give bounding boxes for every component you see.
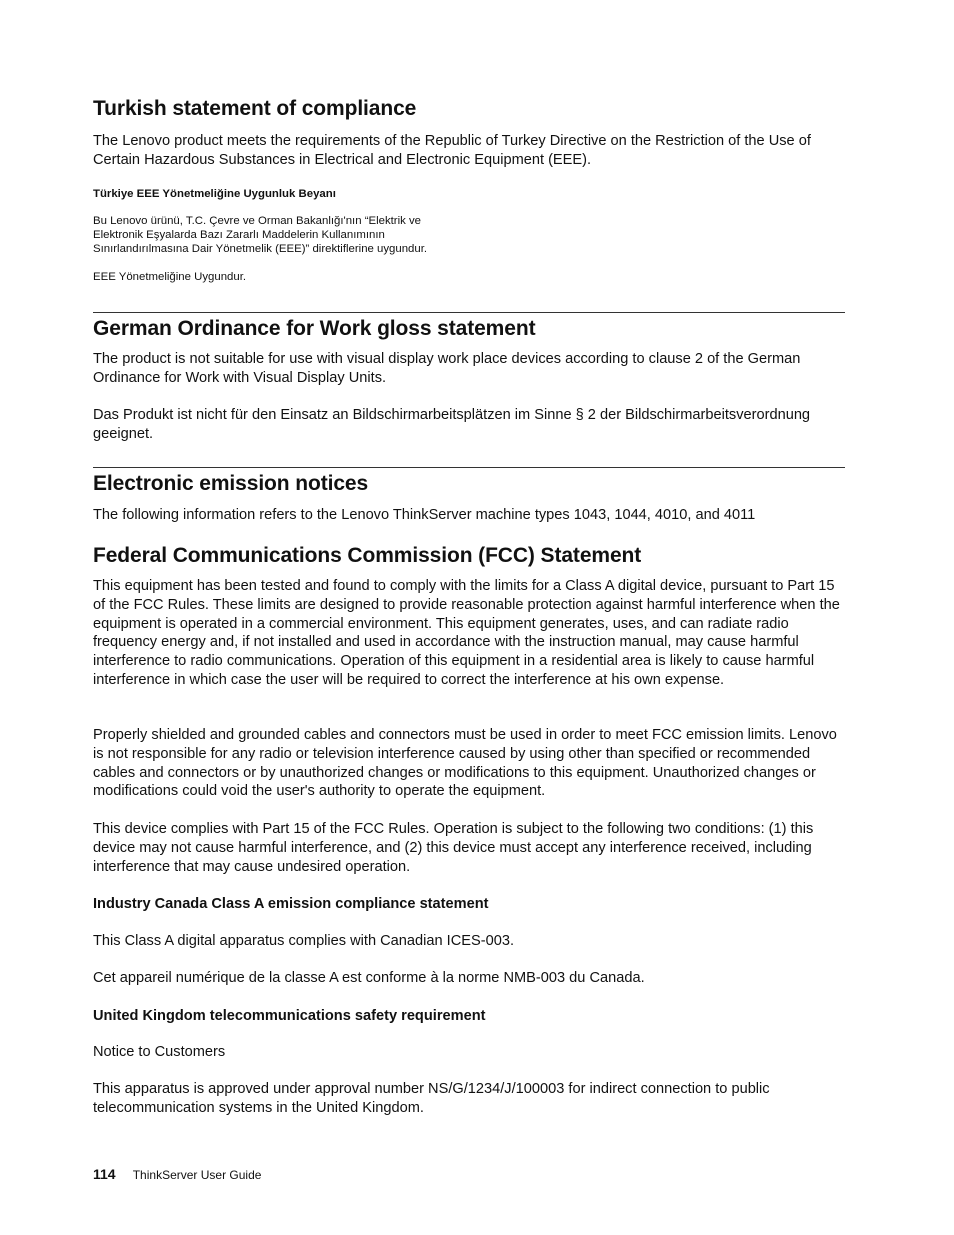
fcc-para3: This device complies with Part 15 of the FCC Rules. Operation is subject to the following two conditions: (1) this device may not cause harmful interference, and (2) this device must accept any interference received, including interference that may cause undesired operation.: [93, 821, 814, 875]
turkish-block-footer: EEE Yönetmeliğine Uygundur.: [93, 271, 247, 283]
fcc-para2: Properly shielded and grounded cables and connectors must be used in order to meet FCC emission limits. Lenovo is not responsible for any radio or television interference caused by using other than specified or recommended cables and connectors or by unauthorized changes or modifications to this equipment. Unauthorized changes or modifications could void the user's authority to operate the equipment.: [93, 727, 837, 800]
emission-para: The following information refers to the Lenovo ThinkServer machine types 1043, 1044, 4010, and 4011: [93, 507, 756, 523]
turkish-intro: The Lenovo product meets the requirements of the Republic of Turkey Directive on the Restriction of the Use of Certain Hazardous Substances in Electrical and Electronic Equipment (EEE).: [93, 133, 811, 168]
uk-subheading: United Kingdom telecommunications safety requirement: [93, 1008, 486, 1024]
german-para1: The product is not suitable for use with visual display work place devices according to clause 2 of the German Ordinance for Work with Visual Display Units.: [93, 351, 801, 386]
german-heading: German Ordinance for Work gloss statement: [93, 317, 536, 340]
turkish-heading: Turkish statement of compliance: [93, 97, 417, 120]
book-title: ThinkServer User Guide: [132, 1168, 262, 1182]
section-divider: [93, 467, 845, 468]
canada-subheading: Industry Canada Class A emission compliance statement: [93, 896, 489, 912]
canada-para1: This Class A digital apparatus complies with Canadian ICES-003.: [93, 933, 515, 949]
section-divider: [93, 312, 845, 313]
canada-para2: Cet appareil numérique de la classe A est conforme à la norme NMB-003 du Canada.: [93, 970, 645, 986]
turkish-block-title: Türkiye EEE Yönetmeliğine Uygunluk Beyanı: [93, 188, 336, 200]
turkish-block-line1: Bu Lenovo ürünü, T.C. Çevre ve Orman Bakanlığı'nın “Elektrik ve: [93, 215, 422, 227]
page-number: 114: [93, 1166, 116, 1182]
turkish-block-line3: Sınırlandırılmasına Dair Yönetmelik (EEE)” direktiflerine uygundur.: [93, 243, 428, 255]
german-para2: Das Produkt ist nicht für den Einsatz an Bildschirmarbeitsplätzen im Sinne § 2 der Bildschirmarbeitsverordnung geeignet.: [93, 407, 811, 442]
uk-para1: Notice to Customers: [93, 1044, 226, 1060]
uk-para2: This apparatus is approved under approval number NS/G/1234/J/100003 for indirect connection to public telecommunication systems in the United Kingdom.: [93, 1081, 770, 1116]
fcc-heading: Federal Communications Commission (FCC) Statement: [93, 544, 642, 567]
page-footer: [93, 1166, 261, 1182]
turkish-block-line2: Elektronik Eşyalarda Bazı Zararlı Maddelerin Kullanımının: [93, 229, 385, 241]
emission-heading: Electronic emission notices: [93, 472, 369, 495]
fcc-para1: This equipment has been tested and found to comply with the limits for a Class A digital device, pursuant to Part 15 of the FCC Rules. These limits are designed to provide reasonable protection against harmful interference when the equipment is operated in a commercial environment. This equipment generates, uses, and can radiate radio frequency energy and, if not installed and used in accordance with the instruction manual, may cause harmful interference to radio communications. Operation of this equipment in a residential area is likely to cause harmful interference in which case the user will be required to correct the interference at his own expense.: [93, 578, 840, 688]
